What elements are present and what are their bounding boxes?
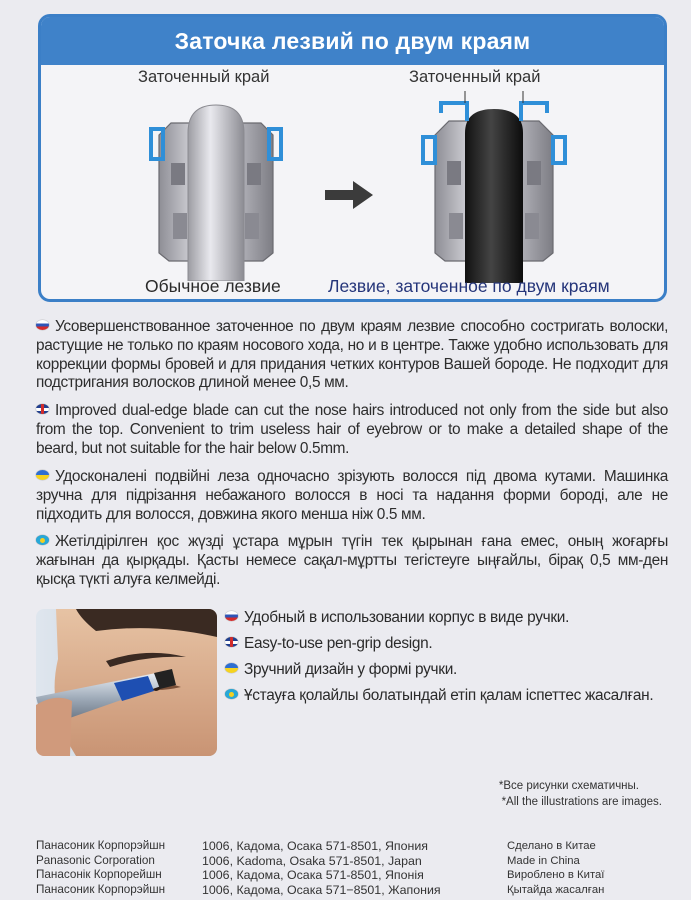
description-ru	[36, 318, 668, 393]
ru-flag-icon	[36, 320, 49, 330]
feature-en	[225, 635, 432, 653]
origin-kz: Қытайда жасалған	[507, 883, 605, 896]
illustration-note-en: *All the illustrations are images.	[501, 796, 662, 808]
description-kz	[36, 533, 668, 589]
footer-address-column	[202, 839, 441, 897]
illustration-note-ru: *Все рисунки схематичны.	[498, 780, 639, 792]
ru-flag-icon	[225, 611, 238, 621]
uk-flag-icon	[36, 404, 49, 414]
feature-ua	[225, 661, 457, 679]
dual-edge-blade-illustration	[419, 91, 569, 283]
address-ua: 1006, Кадома, Осака 571-8501, Японія	[202, 868, 424, 882]
company-kz: Панасоник Корпорэйшн	[36, 882, 166, 896]
blade-comparison-panel	[38, 14, 667, 302]
description-en	[36, 402, 668, 458]
left-sharpened-edge-label: Заточенный край	[138, 68, 270, 86]
company-ru: Панасоник Корпорэйшн	[36, 839, 166, 852]
footer-origin-column	[507, 839, 604, 897]
ordinary-blade-illustration	[141, 93, 291, 281]
origin-ru: Сделано в Китае	[507, 840, 596, 852]
company-ua: Панасонік Корпорейшн	[36, 868, 162, 881]
feature-ua-text: Зручний дизайн у формі ручки.	[244, 661, 457, 678]
right-sharpened-edge-label: Заточенный край	[409, 68, 541, 86]
description-en-text: Improved dual-edge blade can cut the nose hairs introduced not only from the side but also from the top. Convenient to trim useless hair of eyebrow or to make a detailed shape of the beard, but not suitable for the hair below 0.5mm.	[36, 402, 668, 457]
address-kz: 1006, Кадома, Осака 571−8501, Жапония	[202, 882, 441, 897]
feature-kz	[225, 687, 653, 705]
description-ua	[36, 468, 668, 524]
description-ua-text: Удосконалені подвійні леза одночасно зрізують волосся під двома кутами. Машинка зручна для підрізання небажаного волосся в носі та надання форми бороді, але не підходить для волосся, довжина якого менша ніж 0.5 мм.	[36, 468, 668, 523]
ordinary-blade-caption: Обычное лезвие	[145, 276, 281, 296]
uk-flag-icon	[225, 637, 238, 647]
origin-en: Made in China	[507, 854, 580, 867]
description-ru-text: Усовершенствованное заточенное по двум краям лезвие способно состригать волоски, растущие не только по краям носового хода, но и в центре. Также удобно использовать для коррекции формы бровей и для придания четких контуров Вашей бороде. Не подходит для подстригания волосков длиной менее 0,5 мм.	[36, 318, 668, 392]
ua-flag-icon	[36, 470, 49, 480]
feature-ru-text: Удобный в использовании корпус в виде ручки.	[244, 609, 570, 626]
arrow-right-icon	[325, 179, 375, 211]
origin-ua: Вироблено в Китаї	[507, 869, 605, 881]
kz-flag-icon	[36, 535, 49, 545]
address-en: 1006, Kadoma, Osaka 571-8501, Japan	[202, 853, 422, 868]
feature-en-text: Easy-to-use pen-grip design.	[244, 635, 433, 652]
usage-photo	[36, 609, 217, 756]
feature-kz-text: Ұстауға қолайлы болатындай етіп қалам іспеттес жасалған.	[244, 687, 654, 704]
description-kz-text: Жетілдірілген қос жүзді ұстара мұрын түгін тек қырынан ғана емес, оның жоғарғы жағынан да қырқады. Қасты немесе сақал-мұртты тегістеуге ыңғайлы, бірақ 0,5 мм-ден қысқа түкті алуға келмейді.	[36, 533, 668, 588]
panel-title: Заточка лезвий по двум краям	[41, 17, 664, 65]
footer-company-column	[36, 839, 165, 897]
kz-flag-icon	[225, 689, 238, 699]
company-en: Panasonic Corporation	[36, 853, 155, 867]
face-trimming-image	[36, 609, 217, 756]
ua-flag-icon	[225, 663, 238, 673]
dual-edge-blade-caption: Лезвие, заточенное по двум краям	[328, 276, 610, 296]
feature-ru	[225, 609, 569, 627]
address-ru: 1006, Кадома, Осака 571-8501, Япония	[202, 839, 428, 853]
